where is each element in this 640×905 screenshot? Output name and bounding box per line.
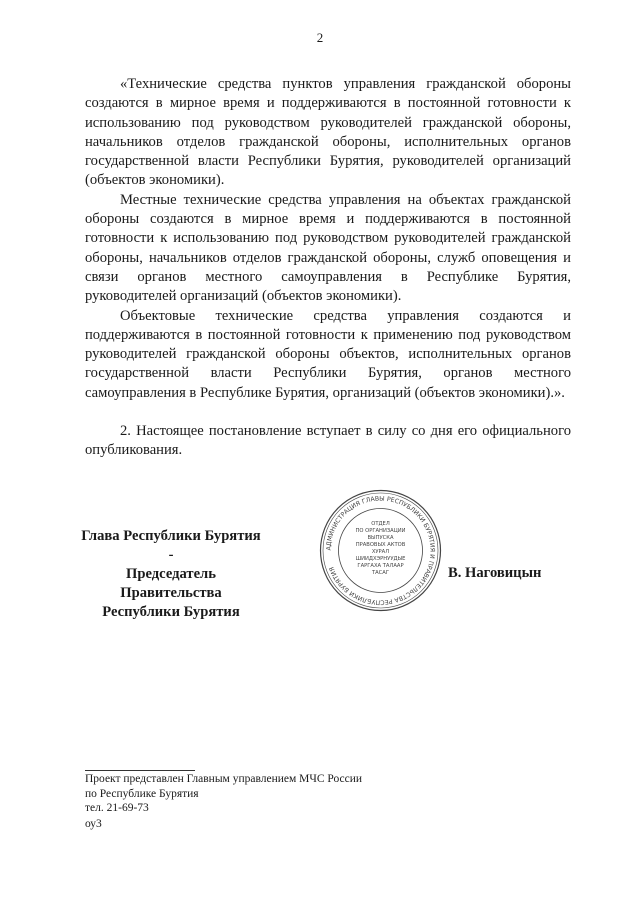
footer-line-1: Проект представлен Главным управлением МЧС России — [85, 773, 363, 785]
stamp-line-1: ОТДЕЛ — [371, 521, 390, 527]
signatory-title — [80, 527, 262, 622]
document-body — [85, 75, 571, 461]
stamp-line-3: ВЫПУСКА — [367, 535, 394, 541]
paragraph-3: Объектовые технические средства управления создаются и поддерживаются в постоянной готовности к применению под руководством руководителей гражданской обороны объектов, исполнительных органов государственной власти Республики Бурятия, органов местного самоуправления в Республике Бурятия, организаций (объектов экономики).». — [85, 307, 571, 401]
paragraph-4: 2. Настоящее постановление вступает в силу со дня его официального опубликования. — [85, 423, 571, 459]
signatory-title-line-3: Республики Бурятия — [102, 604, 240, 620]
stamp-ring-text: АДМИНИСТРАЦИЯ ГЛАВЫ РЕСПУБЛИКИ БУРЯТИЯ И ПРАВИТЕЛЬСТВА РЕСПУБЛИКИ БУРЯТИЯ — [325, 495, 436, 606]
footer-divider — [85, 770, 195, 771]
paragraph-2: Местные технические средства управления на объектах гражданской обороны создаются в мирное время и поддерживаются в постоянной готовности к использованию под руководством руководителей гражданской обороны, начальников отделов гражданской обороны, служб оповещения и связи органов местного самоуправления в Республике Бурятия, руководителей организаций (объектов экономики). — [85, 191, 571, 305]
page-number: 2 — [316, 30, 324, 45]
signatory-title-line-1: Глава Республики Бурятия - — [81, 528, 261, 563]
footer-line-3: тел. 21-69-73 — [85, 802, 149, 814]
stamp-line-2: ПО ОРГАНИЗАЦИИ — [355, 528, 406, 534]
signatory-name: В. Наговицын — [448, 565, 542, 581]
stamp-line-8: ТАСАГ — [371, 570, 390, 576]
footer-line-2: по Республике Бурятия — [85, 787, 199, 800]
stamp-line-7: ГАРГАХА ТАЛААР — [357, 563, 404, 569]
official-stamp — [318, 488, 443, 613]
stamp-line-5: ХУРАЛ — [371, 549, 390, 555]
stamp-line-6: ШИИДХЭРНУУДЫЕ — [355, 556, 406, 562]
stamp-line-4: ПРАВОВЫХ АКТОВ — [355, 542, 406, 548]
document-code: оу3 — [85, 818, 102, 830]
paragraph-1: «Технические средства пунктов управления гражданской обороны создаются в мирное время и поддерживаются в постоянной готовности к использованию под руководством руководителей гражданской обороны, начальников отделов гражданской обороны, исполнительных органов государственной власти Республики Бурятия, руководителей организаций (объектов экономики). — [85, 76, 571, 189]
signatory-title-line-2: Председатель Правительства — [120, 566, 222, 601]
footer-note — [85, 772, 362, 816]
